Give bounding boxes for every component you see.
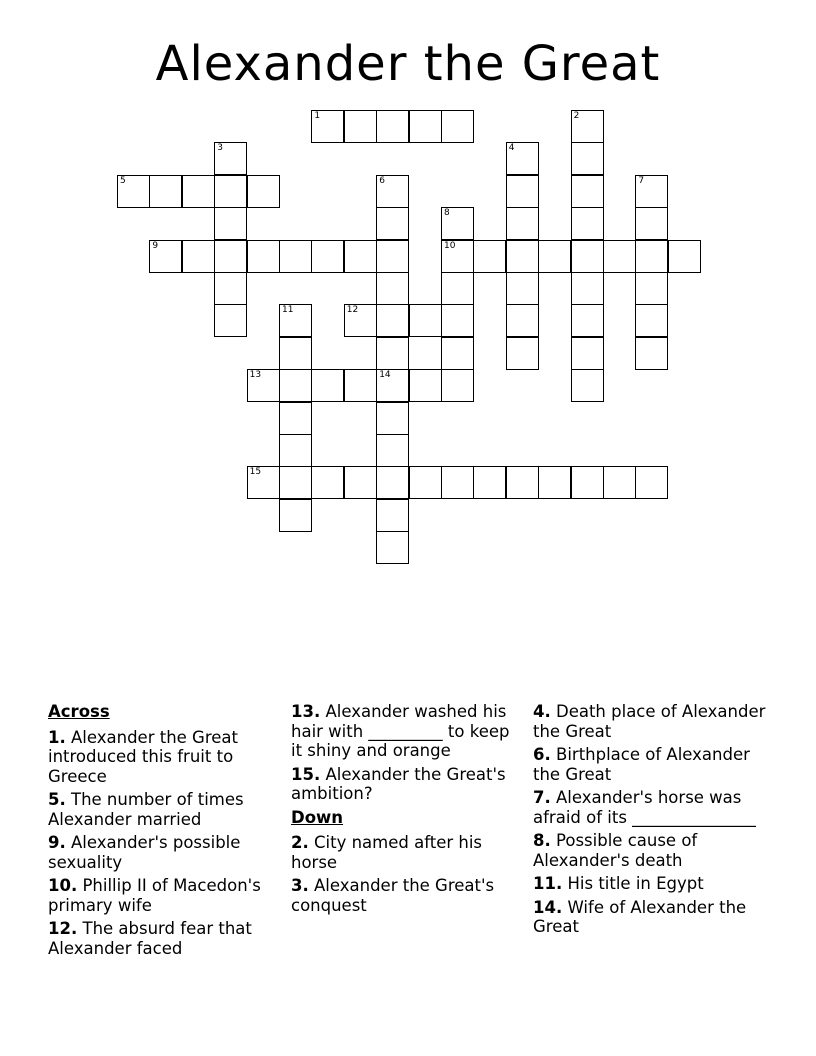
grid-cell[interactable]: [214, 240, 247, 273]
clue-item-text: Alexander's horse was afraid of its _______________: [533, 788, 756, 827]
clue-item-text: Alexander's possible sexuality: [48, 833, 241, 872]
grid-cell[interactable]: [279, 402, 312, 435]
clue-item: [533, 831, 768, 870]
clue-number: 11: [282, 305, 294, 316]
grid-cell[interactable]: [182, 240, 215, 273]
grid-cell[interactable]: [409, 369, 442, 402]
clues-column-3: [533, 702, 768, 941]
clue-item-text: The number of times Alexander married: [48, 790, 244, 829]
clues-column-1: [48, 702, 280, 962]
clue-number: 15: [249, 467, 262, 478]
grid-cell[interactable]: [409, 466, 442, 499]
grid-cell[interactable]: [376, 466, 409, 499]
clue-number: 1: [314, 111, 321, 121]
clue-item-number: 11.: [533, 874, 563, 893]
grid-cell[interactable]: [182, 175, 215, 208]
grid-cell[interactable]: [473, 240, 506, 273]
grid-cell[interactable]: [409, 110, 442, 143]
grid-cell[interactable]: [279, 240, 312, 273]
grid-cell[interactable]: [376, 531, 409, 564]
grid-cell[interactable]: [571, 175, 604, 208]
clue-number: 9: [152, 240, 159, 251]
clue-number: 2: [573, 111, 580, 121]
clue-item-number: 1.: [48, 727, 66, 747]
grid-cell[interactable]: [506, 240, 539, 273]
grid-cell[interactable]: [279, 499, 312, 532]
grid-cell[interactable]: [247, 466, 280, 499]
grid-cell[interactable]: [376, 110, 409, 143]
grid-cell[interactable]: [214, 142, 247, 175]
grid-cell[interactable]: [376, 240, 409, 273]
grid-cell[interactable]: [441, 466, 474, 499]
grid-cell[interactable]: [311, 110, 344, 143]
clue-item-number: 15.: [291, 764, 321, 784]
grid-cell[interactable]: [214, 304, 247, 337]
clue-item-text: Wife of Alexander the Great: [533, 897, 747, 936]
grid-cell[interactable]: [247, 240, 280, 273]
grid-cell[interactable]: [311, 466, 344, 499]
down-heading: Down: [291, 807, 344, 827]
clue-item-text: Death place of Alexander the Great: [533, 702, 766, 741]
grid-cell[interactable]: [247, 369, 280, 402]
clue-item-number: 4.: [533, 702, 551, 721]
clue-item-number: 5.: [48, 790, 66, 809]
clues-column-2: [291, 702, 523, 919]
grid-cell[interactable]: [214, 175, 247, 208]
grid-cell[interactable]: [571, 240, 604, 273]
clue-item-text: Alexander the Great's ambition?: [291, 764, 506, 803]
grid-cell[interactable]: [376, 402, 409, 435]
across-heading: Across: [48, 702, 110, 721]
grid-cell[interactable]: [214, 272, 247, 305]
grid-cell[interactable]: [279, 466, 312, 499]
grid-cell[interactable]: [214, 207, 247, 240]
clue-item-number: 9.: [48, 833, 66, 852]
clue-item: [48, 876, 280, 915]
grid-cell[interactable]: [538, 466, 571, 499]
grid-cell[interactable]: [311, 369, 344, 402]
clue-item-text: The absurd fear that Alexander faced: [48, 919, 252, 958]
grid-cell[interactable]: [247, 175, 280, 208]
grid-cell[interactable]: [311, 240, 344, 273]
clue-item: [533, 874, 768, 894]
clue-item-text: Alexander washed his hair with _________ to keep it shiny and orange: [291, 702, 510, 760]
grid-cell[interactable]: [376, 369, 409, 402]
grid-cell[interactable]: [506, 337, 539, 370]
clue-item: [533, 898, 768, 937]
clue-number: 8: [444, 208, 450, 219]
grid-cell[interactable]: [635, 466, 668, 499]
grid-cell[interactable]: [376, 175, 409, 208]
clue-item-text: Phillip II of Macedon's primary wife: [48, 876, 261, 915]
grid-cell[interactable]: [571, 207, 604, 240]
clue-item: [48, 790, 280, 829]
grid-cell[interactable]: [344, 240, 377, 273]
clue-item: [533, 788, 768, 827]
clue-item-number: 6.: [533, 745, 551, 764]
grid-cell[interactable]: [344, 304, 377, 337]
grid-cell[interactable]: [635, 337, 668, 370]
clue-number: 4: [508, 143, 515, 154]
clue-item-number: 13.: [291, 702, 321, 721]
grid-cell[interactable]: [279, 434, 312, 467]
grid-cell[interactable]: [149, 240, 182, 273]
grid-cell[interactable]: [506, 207, 539, 240]
grid-cell[interactable]: [473, 466, 506, 499]
grid-cell[interactable]: [441, 110, 474, 143]
grid-cell[interactable]: [668, 240, 701, 273]
clue-number: 7: [638, 175, 645, 186]
clue-item-number: 12.: [48, 919, 78, 938]
puzzle-title: Alexander the Great: [155, 36, 661, 92]
clue-item-text: Alexander the Great introduced this fruit to Greece: [48, 727, 238, 786]
grid-cell[interactable]: [571, 272, 604, 305]
clue-item: [291, 702, 523, 761]
clue-item: [533, 702, 768, 741]
grid-cell[interactable]: [441, 272, 474, 305]
clue-item-number: 2.: [291, 833, 309, 852]
grid-cell[interactable]: [279, 337, 312, 370]
clue-number: 6: [379, 175, 385, 186]
grid-cell[interactable]: [635, 272, 668, 305]
grid-cell[interactable]: [603, 240, 636, 273]
clue-number: 14: [379, 370, 391, 381]
grid-cell[interactable]: [376, 207, 409, 240]
clue-item: [291, 833, 523, 872]
grid-cell[interactable]: [571, 466, 604, 499]
clue-item-text: Possible cause of Alexander's death: [533, 831, 698, 870]
clue-item-number: 10.: [48, 876, 78, 895]
grid-cell[interactable]: [571, 369, 604, 402]
grid-cell[interactable]: [149, 175, 182, 208]
grid-cell[interactable]: [279, 369, 312, 402]
grid-cell[interactable]: [441, 240, 474, 273]
grid-cell[interactable]: [571, 304, 604, 337]
clue-item-number: 7.: [533, 788, 551, 807]
grid-cell[interactable]: [506, 142, 539, 175]
clue-item: [48, 728, 280, 787]
clue-item: [291, 876, 523, 915]
grid-cell[interactable]: [506, 304, 539, 337]
grid-cell[interactable]: [441, 207, 474, 240]
grid-cell[interactable]: [376, 272, 409, 305]
grid-cell[interactable]: [376, 434, 409, 467]
grid-cell[interactable]: [441, 337, 474, 370]
grid-cell[interactable]: [538, 240, 571, 273]
clue-number: 3: [217, 143, 223, 154]
clue-item: [48, 919, 280, 958]
clue-number: 13: [249, 370, 262, 381]
grid-cell[interactable]: [603, 466, 636, 499]
grid-cell[interactable]: [506, 272, 539, 305]
grid-cell[interactable]: [344, 466, 377, 499]
grid-cell[interactable]: [441, 304, 474, 337]
clue-item-text: His title in Egypt: [567, 874, 704, 893]
clue-item: [48, 833, 280, 872]
clue-item-text: Alexander the Great's conquest: [291, 876, 495, 915]
clue-item-number: 14.: [533, 897, 563, 917]
clue-item-number: 3.: [291, 876, 309, 895]
clue-number: 10: [444, 240, 456, 251]
grid-cell[interactable]: [506, 466, 539, 499]
clue-item: [291, 765, 523, 804]
grid-cell[interactable]: [571, 110, 604, 143]
grid-cell[interactable]: [376, 304, 409, 337]
clue-number: 5: [120, 175, 126, 186]
grid-cell[interactable]: [344, 110, 377, 143]
clue-number: 12: [346, 305, 359, 316]
grid-cell[interactable]: [279, 304, 312, 337]
grid-cell[interactable]: [376, 499, 409, 532]
grid-cell[interactable]: [441, 369, 474, 402]
clue-item-text: Birthplace of Alexander the Great: [533, 745, 750, 784]
grid-cell[interactable]: [635, 304, 668, 337]
clue-item-number: 8.: [533, 831, 551, 850]
clue-item-text: City named after his horse: [291, 833, 483, 872]
grid-cell[interactable]: [409, 304, 442, 337]
grid-cell[interactable]: [344, 369, 377, 402]
clue-item: [533, 745, 768, 784]
grid-cell[interactable]: [635, 240, 668, 273]
grid-cell[interactable]: [506, 175, 539, 208]
grid-cell[interactable]: [571, 142, 604, 175]
grid-cell[interactable]: [635, 175, 668, 208]
grid-cell[interactable]: [635, 207, 668, 240]
grid-cell[interactable]: [571, 337, 604, 370]
grid-cell[interactable]: [376, 337, 409, 370]
grid-cell[interactable]: [117, 175, 150, 208]
